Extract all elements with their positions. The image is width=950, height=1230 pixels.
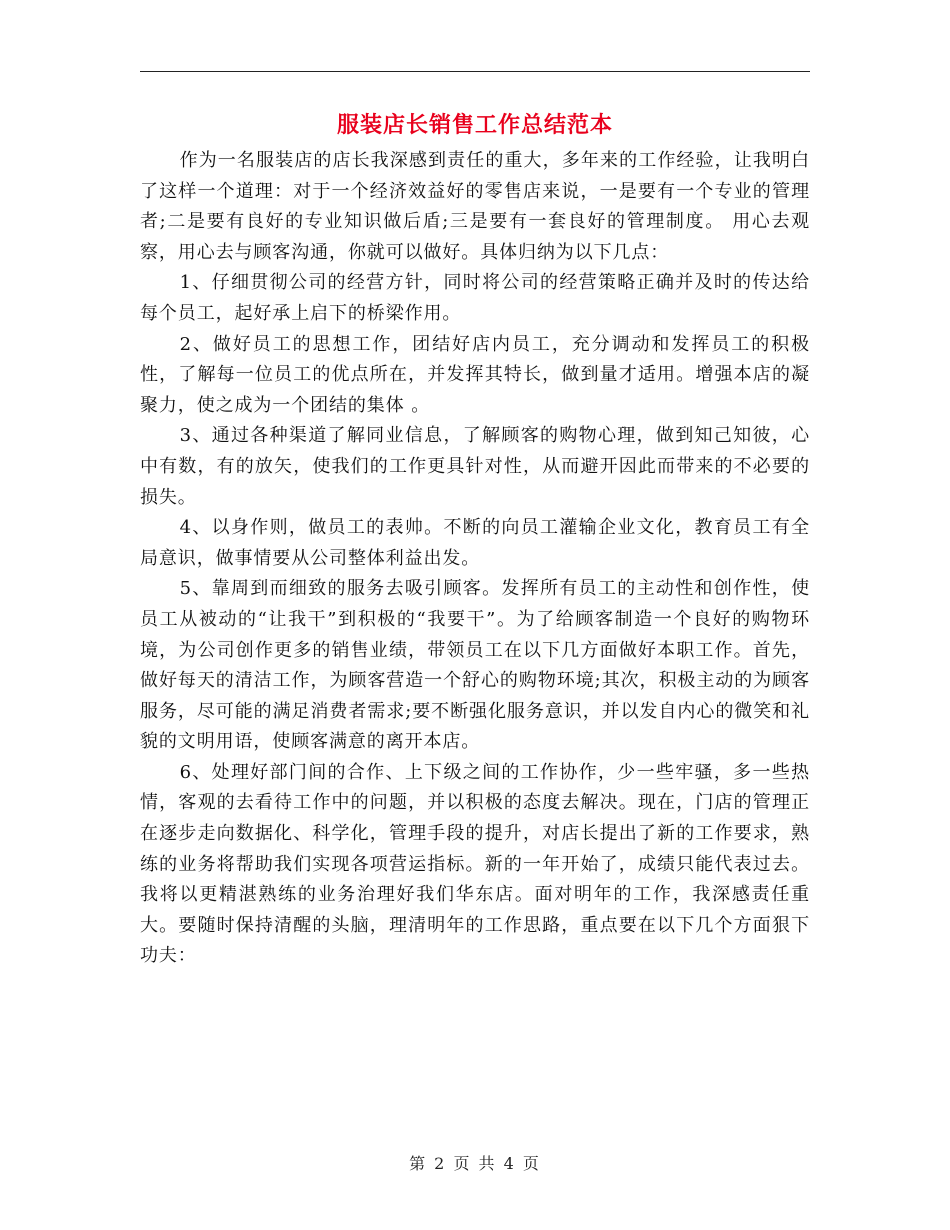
point-2-paragraph: 2、做好员工的思想工作，团结好店内员工，充分调动和发挥员工的积极性，了解每一位员工的优点所在，并发挥其特长，做到量才适用。增强本店的凝聚力，使之成为一个团结的集体 。 [140,333,810,416]
page-number-footer: 第 2 页 共 4 页 [409,1154,541,1173]
header-rule [140,71,810,72]
document-title: 服装店长销售工作总结范本 [336,112,613,138]
point-5-paragraph: 5、靠周到而细致的服务去吸引顾客。发挥所有员工的主动性和创作性，使员工从被动的“让我干”到积极的“我要干”。为了给顾客制造一个良好的购物环境，为公司创作更多的销售业绩，带领员工在以下几方面做好本职工作。首先，做好每天的清洁工作，为顾客营造一个舒心的购物环境;其次，积极主动的为顾客服务，尽可能的满足消费者需求;要不断强化服务意识，并以发自内心的微笑和礼貌的文明用语，使顾客满意的离开本店。 [140,578,810,753]
intro-paragraph: 作为一名服装店的店长我深感到责任的重大，多年来的工作经验，让我明白了这样一个道理：对于一个经济效益好的零售店来说，一是要有一个专业的管理者;二是要有良好的专业知识做后盾;三是要有一套良好的管理制度。 用心去观察，用心去与顾客沟通，你就可以做好。具体归纳为以下几点： [140,150,810,263]
point-6-paragraph: 6、处理好部门间的合作、上下级之间的工作协作，少一些牢骚，多一些热情，客观的去看待工作中的问题，并以积极的态度去解决。现在，门店的管理正在逐步走向数据化、科学化，管理手段的提升，对店长提出了新的工作要求，熟练的业务将帮助我们实现各项营运指标。新的一年开始了，成绩只能代表过去。我将以更精湛熟练的业务治理好我们华东店。面对明年的工作，我深感责任重大。要随时保持清醒的头脑，理清明年的工作思路，重点要在以下几个方面狠下功夫： [140,761,810,967]
point-4-paragraph: 4、以身作则，做员工的表帅。不断的向员工灌输企业文化，教育员工有全局意识，做事情要从公司整体利益出发。 [140,517,810,569]
point-3-paragraph: 3、通过各种渠道了解同业信息，了解顾客的购物心理，做到知己知彼，心中有数，有的放矢，使我们的工作更具针对性，从而避开因此而带来的不必要的损失。 [140,425,810,508]
document-body [140,146,810,972]
point-1-paragraph: 1、仔细贯彻公司的经营方针，同时将公司的经营策略正确并及时的传达给每个员工，起好承上启下的桥梁作用。 [140,272,810,324]
